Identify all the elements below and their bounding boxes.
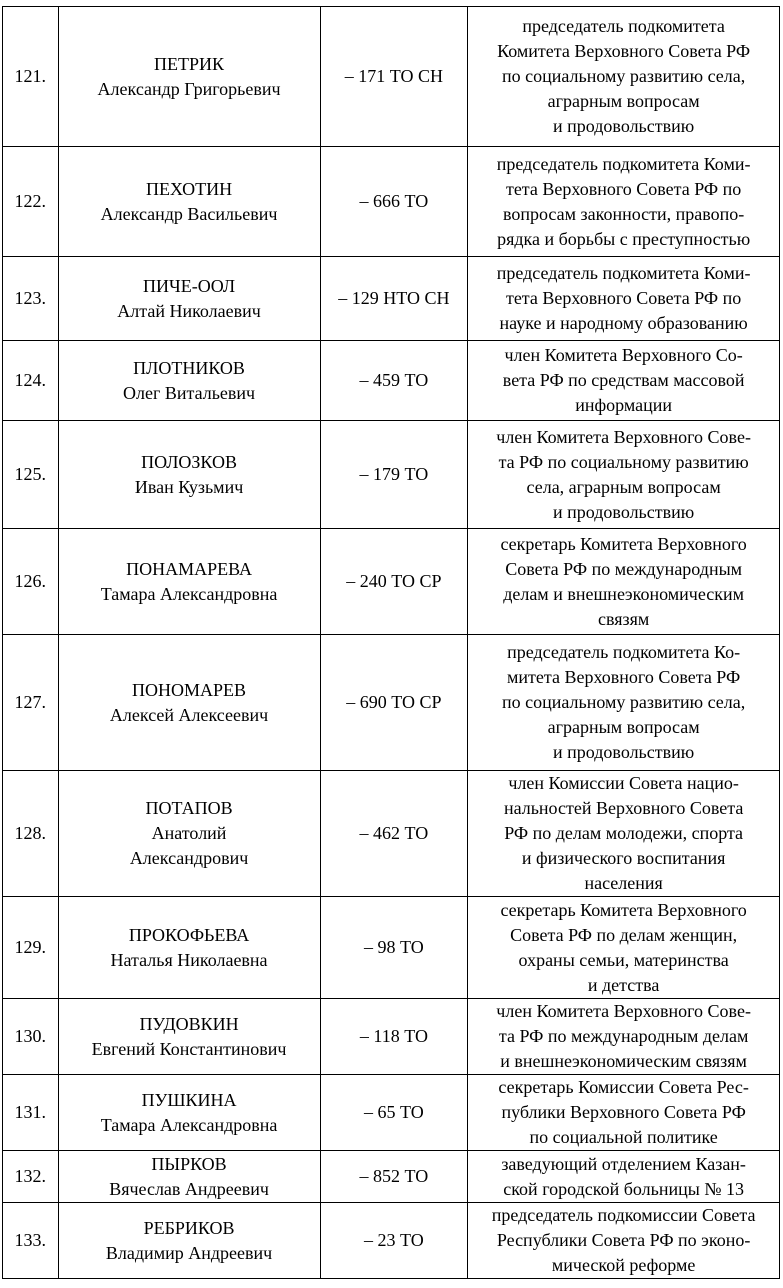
position-line: секретарь Комиссии Совета Рес- [498, 1077, 749, 1097]
position-line: аграрным вопросам [547, 717, 700, 737]
position-line: и физического воспитания [521, 848, 726, 868]
position-line: Республики Совета РФ по эконо- [496, 1230, 751, 1250]
position-line: и продовольствию [553, 116, 695, 136]
row-number: 132. [3, 1151, 59, 1203]
position-line: связям [597, 608, 650, 629]
deputy-given-name-line: Алексей Алексеевич [109, 704, 269, 725]
position-line: по социальному развитию села, [501, 692, 746, 712]
table-row [3, 1075, 780, 1151]
position-cell [468, 1075, 780, 1151]
position-line: рядка и борьбы с преступностью [497, 228, 751, 249]
row-number: 133. [3, 1203, 59, 1279]
row-number: 128. [3, 771, 59, 897]
position-cell [468, 897, 780, 999]
deputy-given-name-line: Олег Витальевич [123, 382, 256, 403]
position-line: Совета РФ по делам женщин, [510, 924, 738, 945]
position-line: председатель подкомитета Коми- [496, 263, 751, 283]
position-line: по социальному развитию села, [501, 66, 746, 86]
position-line: и продовольствию [553, 742, 695, 762]
deputy-surname: ПЕТРИК [154, 53, 225, 74]
district-code: – 462 ТО [320, 771, 468, 897]
position-line: мической реформе [551, 1255, 696, 1275]
deputy-given-name-line: Евгений Константинович [91, 1038, 287, 1059]
deputy-name-cell [58, 341, 320, 421]
position-cell [468, 635, 780, 771]
position-cell [468, 341, 780, 421]
deputy-name-cell [58, 1203, 320, 1279]
deputy-name-cell [58, 1151, 320, 1203]
table-row [3, 897, 780, 999]
deputy-given-name-line: Александр Васильевич [100, 203, 278, 224]
row-number: 131. [3, 1075, 59, 1151]
deputy-surname: ПИЧЕ-ООЛ [143, 275, 236, 296]
position-cell [468, 421, 780, 529]
deputy-name-cell [58, 7, 320, 147]
position-line: член Комиссии Совета нацио- [508, 773, 739, 793]
position-line: председатель подкомиссии Совета [491, 1205, 756, 1225]
position-line: села, аграрным вопросам [526, 476, 721, 497]
deputy-given-name-line: Александр Григорьевич [97, 78, 281, 99]
deputy-surname: ПОНОМАРЕВ [132, 679, 247, 700]
table-row [3, 771, 780, 897]
position-line: публики Верховного Совета РФ [501, 1102, 746, 1122]
position-line: та РФ по международным делам [498, 1026, 749, 1046]
position-line: и внешнеэкономическим связям [500, 1051, 747, 1071]
deputy-given-name-line: Наталья Николаевна [110, 949, 268, 970]
district-code: – 129 НТО СН [320, 257, 468, 341]
position-line: Совета РФ по международным [505, 558, 743, 579]
deputy-name-cell [58, 897, 320, 999]
deputy-name-cell [58, 771, 320, 897]
position-line: член Комитета Верховного Сове- [496, 1001, 751, 1021]
deputy-surname: ПОТАПОВ [145, 798, 233, 818]
position-line: ской городской больницы № 13 [503, 1178, 744, 1199]
position-cell [468, 771, 780, 897]
district-code: – 459 ТО [320, 341, 468, 421]
position-line: и детства [587, 974, 660, 995]
district-code: – 852 ТО [320, 1151, 468, 1203]
position-line: РФ по делам молодежи, спорта [504, 823, 744, 843]
row-number: 129. [3, 897, 59, 999]
deputy-given-name-line: Владимир Андреевич [105, 1242, 273, 1263]
district-code: – 179 ТО [320, 421, 468, 529]
row-number: 127. [3, 635, 59, 771]
deputy-given-name-line: Анатолий [151, 823, 227, 843]
position-line: председатель подкомитета Ко- [507, 642, 741, 662]
position-line: секретарь Комитета Верховного [500, 899, 747, 920]
deputy-given-name-line: Алтай Николаевич [117, 300, 261, 321]
position-line: митета Верховного Совета РФ [507, 667, 741, 687]
deputy-name-cell [58, 421, 320, 529]
deputy-surname: ПУДОВКИН [139, 1013, 239, 1034]
position-line: вета РФ по средствам массовой [502, 370, 745, 390]
position-line: вопросам законности, правопо- [502, 203, 745, 224]
position-line: населения [584, 873, 663, 893]
district-code: – 118 ТО [320, 999, 468, 1075]
row-number: 125. [3, 421, 59, 529]
district-code: – 65 ТО [320, 1075, 468, 1151]
deputy-name-cell [58, 635, 320, 771]
position-line: нальностей Верховного Совета [503, 798, 744, 818]
deputy-given-name-line: Вячеслав Андреевич [109, 1178, 269, 1199]
position-cell [468, 529, 780, 635]
deputy-surname: ПУШКИНА [141, 1089, 237, 1110]
position-line: аграрным вопросам [547, 91, 700, 111]
table-row [3, 421, 780, 529]
position-line: член Комитета Верховного Сове- [496, 426, 751, 447]
row-number: 123. [3, 257, 59, 341]
table-row [3, 635, 780, 771]
deputy-surname: ПЛОТНИКОВ [133, 357, 245, 378]
position-line: науке и народному образованию [499, 313, 748, 333]
deputy-name-cell [58, 529, 320, 635]
position-line: заведующий отделением Казан- [501, 1153, 746, 1174]
district-code: – 23 ТО [320, 1203, 468, 1279]
district-code: – 98 ТО [320, 897, 468, 999]
table-row [3, 1203, 780, 1279]
row-number: 122. [3, 147, 59, 257]
position-line: председатель подкомитета [522, 16, 725, 36]
position-line: по социальной политике [529, 1127, 718, 1147]
deputy-surname: ПЫРКОВ [151, 1153, 227, 1174]
position-line: охраны семьи, материнства [518, 949, 729, 970]
deputy-given-name-line: Иван Кузьмич [134, 476, 244, 497]
position-line: и продовольствию [553, 501, 695, 522]
row-number: 124. [3, 341, 59, 421]
deputy-given-name-line: Александрович [129, 848, 249, 868]
position-line: тета Верховного Совета РФ по [505, 178, 742, 199]
district-code: – 171 ТО СН [320, 7, 468, 147]
position-line: председатель подкомитета Коми- [496, 153, 751, 174]
position-cell [468, 7, 780, 147]
deputy-name-cell [58, 257, 320, 341]
table-row [3, 529, 780, 635]
position-line: Комитета Верховного Совета РФ [497, 41, 751, 61]
position-cell [468, 999, 780, 1075]
table-row [3, 1151, 780, 1203]
table-row [3, 341, 780, 421]
row-number: 121. [3, 7, 59, 147]
position-line: информации [575, 395, 673, 415]
position-line: тета Верховного Совета РФ по [505, 288, 742, 308]
row-number: 130. [3, 999, 59, 1075]
district-code: – 690 ТО СР [320, 635, 468, 771]
deputy-name-cell [58, 999, 320, 1075]
table-row [3, 257, 780, 341]
deputy-surname: РЕБРИКОВ [143, 1217, 235, 1238]
position-cell [468, 1203, 780, 1279]
district-code: – 666 ТО [320, 147, 468, 257]
table-row [3, 999, 780, 1075]
deputy-given-name-line: Тамара Александровна [100, 583, 278, 604]
deputy-given-name-line: Тамара Александровна [100, 1114, 278, 1135]
position-line: член Комитета Верховного Со- [504, 345, 743, 365]
deputy-surname: ПЕХОТИН [146, 178, 233, 199]
deputy-surname: ПОЛОЗКОВ [141, 451, 237, 472]
position-cell [468, 257, 780, 341]
position-cell [468, 147, 780, 257]
row-number: 126. [3, 529, 59, 635]
deputy-name-cell [58, 147, 320, 257]
table-row [3, 147, 780, 257]
district-code: – 240 ТО СР [320, 529, 468, 635]
deputy-surname: ПОНАМАРЕВА [126, 558, 252, 579]
position-cell [468, 1151, 780, 1203]
table-row [3, 7, 780, 147]
deputy-name-cell [58, 1075, 320, 1151]
deputies-table [2, 6, 780, 1279]
position-line: та РФ по социальному развитию [498, 451, 749, 472]
deputies-table-body [3, 7, 780, 1279]
position-line: делам и внешнеэкономическим [503, 583, 745, 604]
position-line: секретарь Комитета Верховного [500, 533, 747, 554]
deputy-surname: ПРОКОФЬЕВА [128, 924, 250, 945]
